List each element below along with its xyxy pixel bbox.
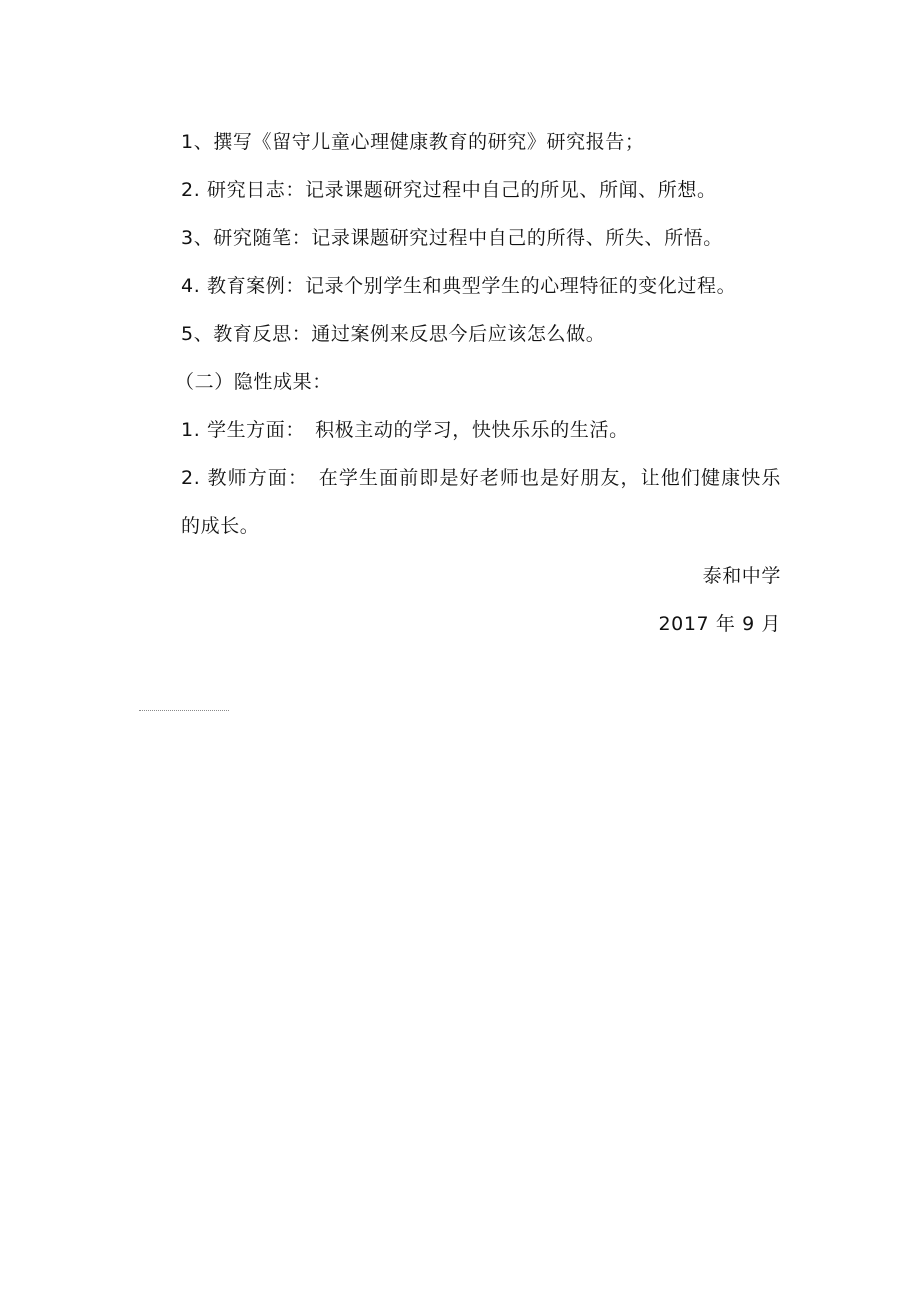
deliverable-item-1: 1、撰写《留守儿童心理健康教育的研究》研究报告； (181, 131, 645, 153)
deliverable-item-5: 5、教育反思：通过案例来反思今后应该怎么做。 (181, 323, 606, 345)
section-heading: （二）隐性成果： (175, 371, 332, 393)
outcome-students: 1. 学生方面： 积极主动的学习，快快乐乐的生活。 (181, 419, 629, 441)
deliverable-item-4: 4. 教育案例：记录个别学生和典型学生的心理特征的变化过程。 (181, 275, 737, 297)
outcome-teachers: 2. 教师方面： 在学生面前即是好老师也是好朋友，让他们健康快乐的成长。 (181, 467, 781, 537)
deliverable-item-3: 3、研究随笔：记录课题研究过程中自己的所得、所失、所悟。 (181, 227, 723, 249)
deliverable-item-2: 2. 研究日志：记录课题研究过程中自己的所见、所闻、所想。 (181, 179, 717, 201)
document-body (139, 118, 781, 648)
footnote-separator (139, 710, 229, 711)
signature-organization: 泰和中学 (702, 565, 781, 587)
signature-date: 2017 年 9 月 (658, 613, 781, 635)
